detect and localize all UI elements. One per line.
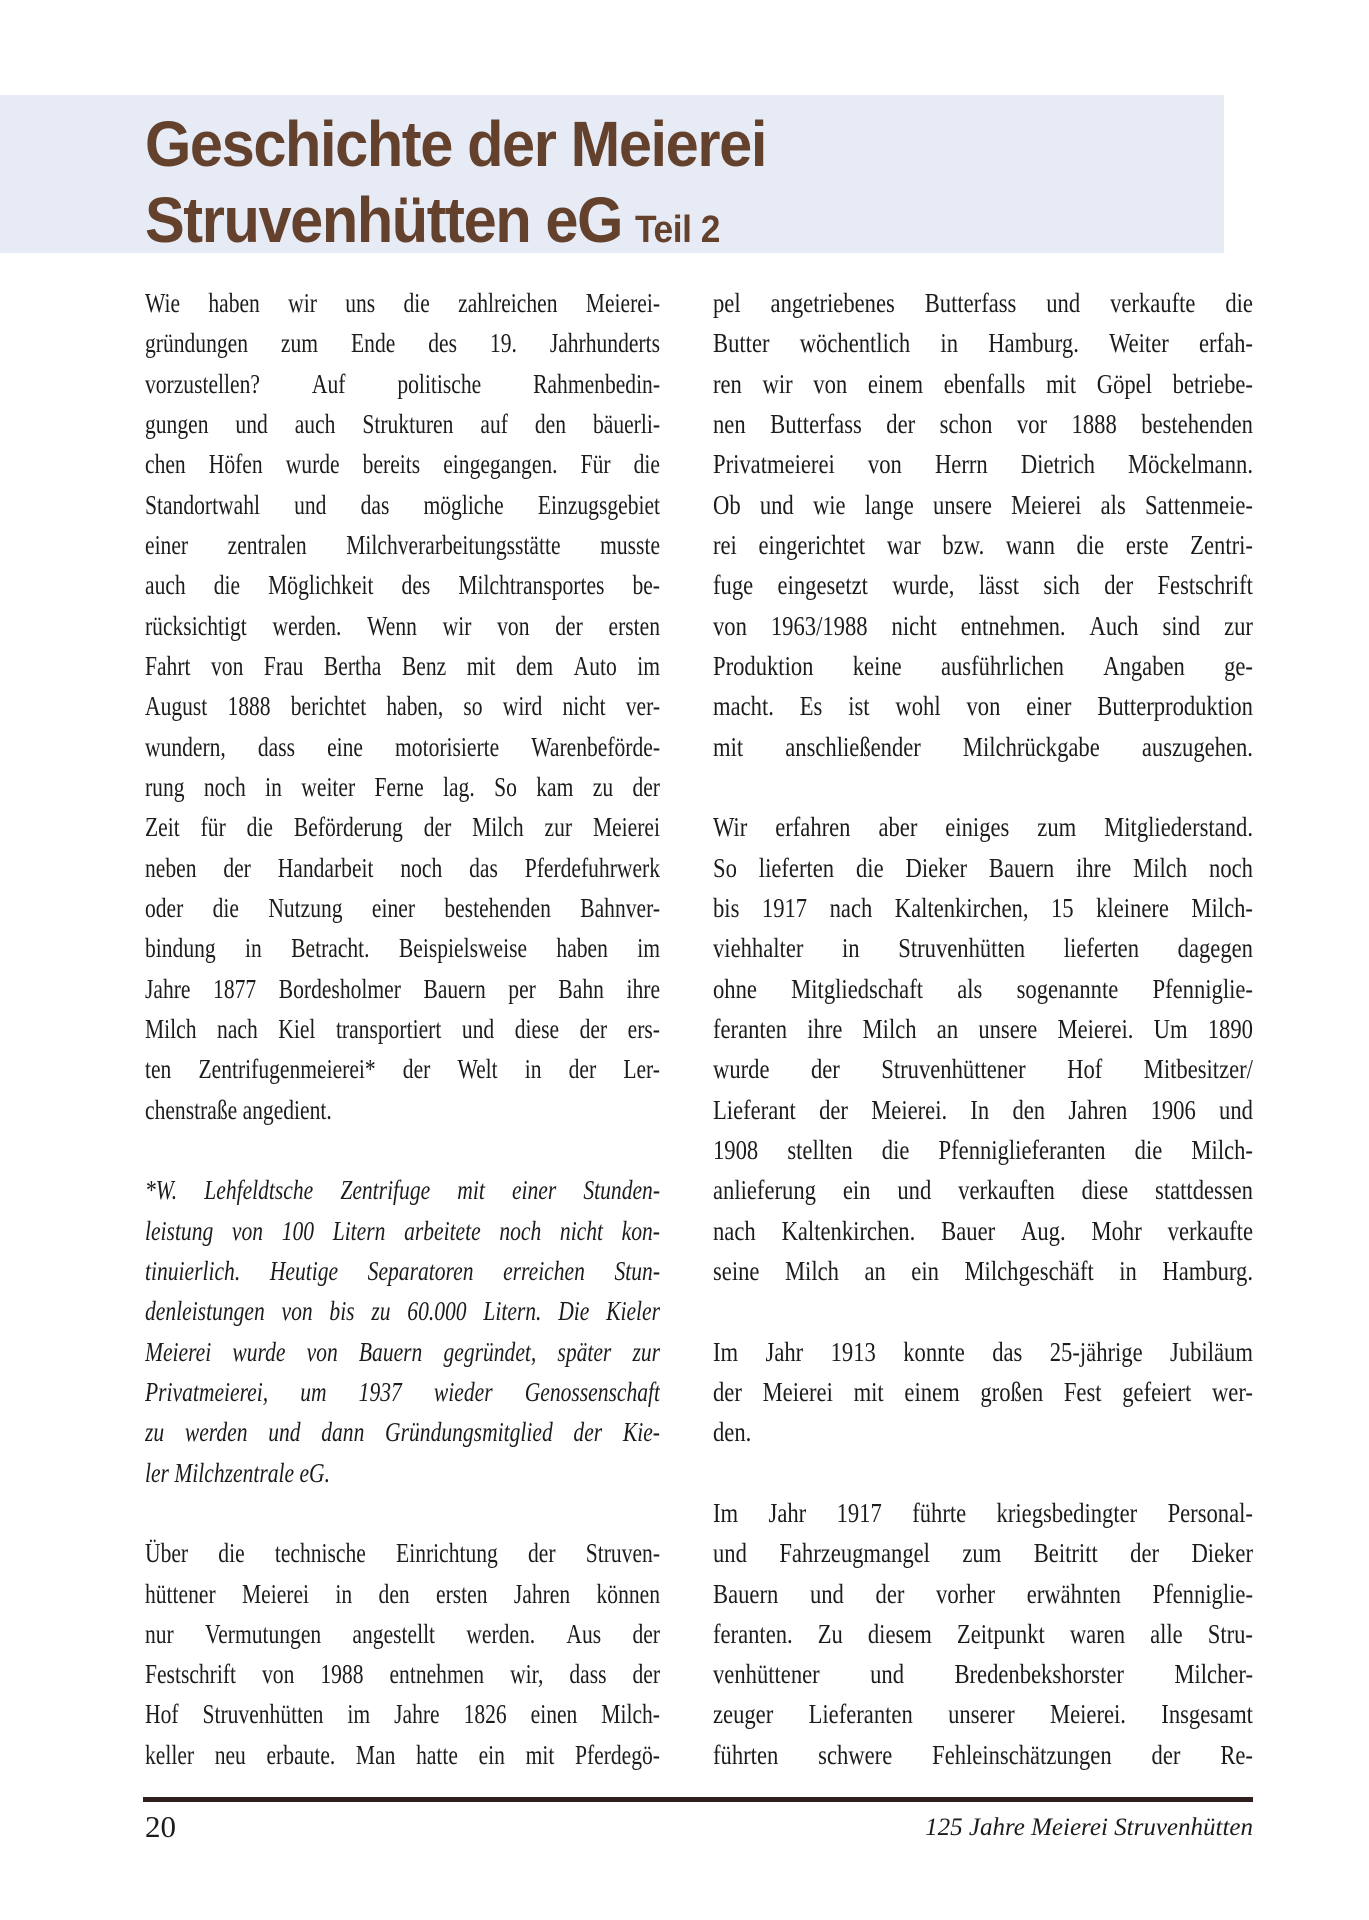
article-body bbox=[145, 283, 1253, 1775]
title-line-1-text: Geschichte der Meierei bbox=[145, 108, 767, 180]
paragraph-1917: Im Jahr 1917 führte kriegsbedingter Personal- und Fahrzeugmangel zum Beitritt der Dieker Bauern und der vorher erwähnten Pfenniglie- feranten. Zu diesem Zeitpunkt waren alle Stru- venhüttener und Bredenbekshorster Milcher- zeuger Lieferanten unserer Meierei. Insgesamt führten schwere Fehleinschätzungen der Re- bbox=[713, 1497, 1253, 1770]
paragraph-technical: Über die technische Einrichtung der Struven- hüttener Meierei in den ersten Jahren können nur Vermutungen angestellt werden. Aus der Festschrift von 1988 entnehmen wir, dass der Hof Struvenhütten im Jahre 1826 einen Milch- keller neu erbaute. Man hatte ein mit Pferdegö- bbox=[145, 1538, 661, 1770]
column-right bbox=[713, 283, 1253, 1775]
page-title bbox=[0, 95, 1224, 268]
paragraph-intro: Wie haben wir uns die zahlreichen Meierei- gründungen zum Ende des 19. Jahrhunderts vorzustellen? Auf politische Rahmenbedin- gungen und auch Strukturen auf den bäuerli- chen Höfen wurde bereits eingegangen. Für die Standortwahl und das mögliche Einzugsgebiet einer zentralen Milchverarbeitungsstätte musste auch die Möglichkeit des Milchtransportes be- rücksichtigt werden. Wenn wir von der ersten Fahrt von Frau Bertha Benz mit dem Auto im August 1888 berichtet haben, so wird nicht ver- wundern, dass eine motorisierte Warenbeförde- rung noch in weiter Ferne lag. So kam zu der Zeit für die Beförderung der Milch zur Meierei neben der Handarbeit noch das Pferdefuhrwerk oder die Nutzung einer bestehenden Bahnver- bindung in Betracht. Beispielsweise haben im Jahre 1877 Bordesholmer Bauern per Bahn ihre Milch nach Kiel transportiert und diese der ers- ten Zentrifugenmeierei* der Welt in der Ler- chenstraße angedient. bbox=[145, 288, 661, 1125]
header-band bbox=[0, 95, 1224, 256]
title-line-1 bbox=[145, 106, 1148, 182]
footer-rule bbox=[143, 1797, 1253, 1802]
footnote-paragraph: *W. Lehfeldtsche Zentrifuge mit einer Stunden- leistung von 100 Litern arbeitete noch nicht kon- tinuierlich. Heutige Separatoren erreichen Stun- denleistungen von bis zu 60.000 Litern. Die Kieler Meierei wurde von Bauern gegründet, später zur Privatmeierei, um 1937 wieder Genossenschaft zu werden und dann Gründungsmitglied der Kie- ler Milchzentrale eG. bbox=[145, 1175, 661, 1488]
title-line-2-text: Struvenhütten eG bbox=[145, 184, 623, 256]
paragraph-mitgliederstand: Wir erfahren aber einiges zum Mitgliederstand. So lieferten die Dieker Bauern ihre Milch noch bis 1917 nach Kaltenkirchen, 15 kleinere Milch- viehhalter in Struvenhütten lieferten dagegen ohne Mitgliedschaft als sogenannte Pfenniglie- feranten ihre Milch an unsere Meierei. Um 1890 wurde der Struvenhüttener Hof Mitbesitzer/ Lieferant der Meierei. In den Jahren 1906 und 1908 stellten die Pfenniglieferanten die Milch- anlieferung ein und verkauften diese stattdessen nach Kaltenkirchen. Bauer Aug. Mohr verkaufte seine Milch an ein Milchgeschäft in Hamburg. bbox=[713, 812, 1253, 1286]
paragraph-butterfass: pel angetriebenes Butterfass und verkaufte die Butter wöchentlich in Hamburg. Weiter erfah- ren wir von einem ebenfalls mit Göpel betriebe- nen Butterfass der schon vor 1888 bestehenden Privatmeierei von Herrn Dietrich Möckelmann. Ob und wie lange unsere Meierei als Sattenmeie- rei eingerichtet war bzw. wann die erste Zentri- fuge eingesetzt wurde, lässt sich der Festschrift von 1963/1988 nicht entnehmen. Auch sind zur Produktion keine ausführlichen Angaben ge- macht. Es ist wohl von einer Butterproduktion mit anschließender Milchrückgabe auszugehen. bbox=[713, 288, 1253, 762]
title-line-2 bbox=[145, 182, 1148, 268]
page-number: 20 bbox=[145, 1809, 176, 1844]
paragraph-jubilaeum: Im Jahr 1913 konnte das 25-jährige Jubiläum der Meierei mit einem großen Fest gefeiert wer- den. bbox=[713, 1336, 1253, 1448]
footer-edition-title: 125 Jahre Meierei Struvenhütten bbox=[925, 1814, 1253, 1841]
column-left bbox=[145, 283, 660, 1775]
title-suffix: Teil 2 bbox=[635, 209, 721, 251]
